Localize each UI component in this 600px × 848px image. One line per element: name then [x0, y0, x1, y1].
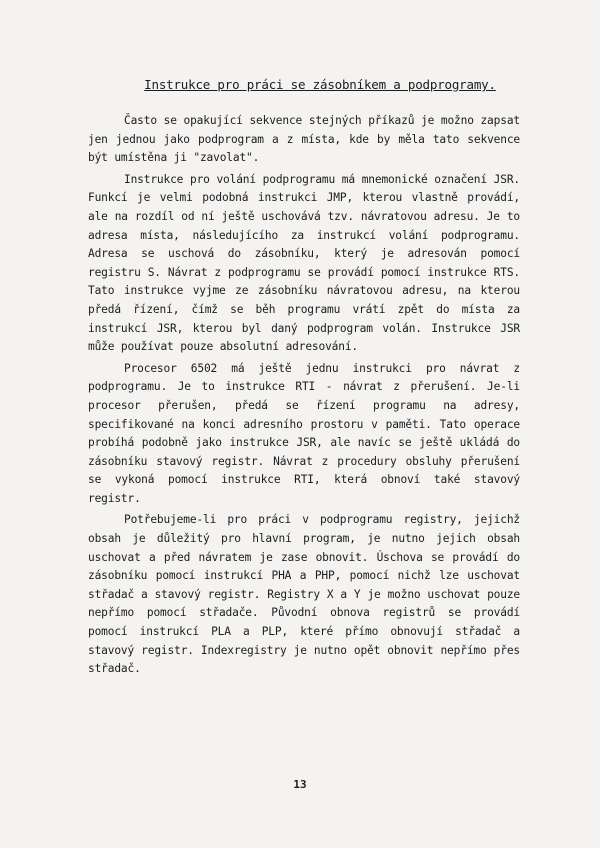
- paragraph: Procesor 6502 má ještě jednu instrukci pro návrat z podprogramu. Je to instrukce RTI - návrat z přerušení. Je-li procesor přerušen, předá se řízení programu na adresy, specifikované na konci adresního prostoru v paměti. Tato operace probíhá podobně jako instrukce JSR, ale navíc se ještě ukládá do zásobníku stavový registr. Návrat z procedury obsluhy přerušení se vykoná pomocí instrukce RTI, která obnoví také stavový registr.: [88, 361, 520, 505]
- page-number: 13: [293, 778, 307, 791]
- paragraph: Instrukce pro volání podprogramu má mnemonické označení JSR. Funkcí je velmi podobná instrukci JMP, kterou vlastně provádí, ale na rozdíl od ní ještě uschovává tzv. návratovou adresu. Je to adresa místa, následujícího za instrukcí volání podprogramu. Adresa se uschová do zásobníku, který je adresován pomocí registru S. Návrat z podprogramu se provádí pomocí instrukce RTS. Tato instrukce vyjme ze zásobníku návratovou adresu, na kterou předá řízení, čímž se běh programu vrátí zpět do místa za instrukcí JSR, kterou byl daný podprogram volán. Instrukce JSR může používat pouze absolutní adresování.: [88, 172, 520, 354]
- paragraph: Potřebujeme-li pro práci v podprogramu registry, jejichž obsah je důležitý pro hlavní program, je nutno jejich obsah uschovat a před návratem je zase obnovit. Úschova se provádí do zásobníku pomocí instrukcí PHA a PHP, pomocí nichž lze uschovat střadač a stavový registr. Registry X a Y je možno uschovat pouze nepřímo pomocí střadače. Původní obnova registrů se provádí pomocí instrukcí PLA a PLP, které přímo obnovují střadač a stavový registr. Indexregistry je nutno opět obnovit nepřímo přes střadač.: [88, 513, 520, 676]
- paragraph: Často se opakující sekvence stejných příkazů je možno zapsat jen jednou jako podprogram a z místa, kde by měla tato sekvence být umístěna ji "zavolat".: [88, 114, 520, 165]
- body-text: [88, 112, 520, 682]
- section-title: Instrukce pro práci se zásobníkem a podprogramy.: [144, 77, 496, 92]
